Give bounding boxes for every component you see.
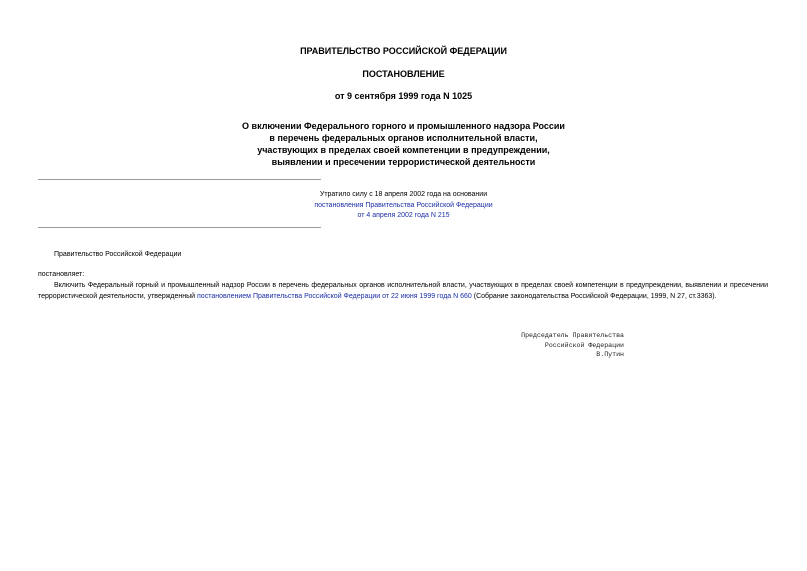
resolution-660-link[interactable]: постановлением Правительства Российской Федерации от 22 июня 1999 года N 660 [197,293,472,301]
paragraph-text: Включить Федеральный горный и промышленный надзор России в перечень федеральных органов исполнительной власти, участвующих в пределах своей компетенции в предупреждении, выявлении и пресечении террористической деятельности, утвержденный [38,282,768,301]
title-line: О включении Федерального горного и промышленного надзора России [242,121,565,131]
title-line: участвующих в пределах своей компетенции в предупреждении, [257,145,550,155]
document-title [0,120,807,168]
paragraph-text-end: (Собрание законодательства Российской Федерации, 1999, N 27, ст.3363). [471,293,717,301]
signature-name: В.Путин [596,351,624,358]
signature-federation: Российской Федерации [544,341,624,349]
signature-block [480,331,624,360]
lost-force-link-line1[interactable]: постановления Правительства Российской Федерации [314,201,493,209]
government-label: Правительство Российской Федерации [54,251,182,258]
divider-bottom [38,227,321,228]
document-date-number: от 9 сентября 1999 года N 1025 [334,91,473,101]
signature-position: Председатель Правительства [521,332,624,339]
document-type-heading: ПОСТАНОВЛЕНИЕ [362,69,445,79]
decree-paragraph [38,280,768,303]
lost-force-text: Утратило силу с 18 апреля 2002 года на основании [319,191,488,198]
lost-force-note [0,190,807,222]
divider-top [38,179,321,180]
title-line: в перечень федеральных органов исполнительной власти, [269,133,538,143]
authority-heading: ПРАВИТЕЛЬСТВО РОССИЙСКОЙ ФЕДЕРАЦИИ [300,46,507,56]
title-line: выявлении и пресечении террористической деятельности [271,157,536,167]
lost-force-link-line2[interactable]: от 4 апреля 2002 года N 215 [357,212,450,219]
decrees-label: постановляет: [38,271,85,278]
